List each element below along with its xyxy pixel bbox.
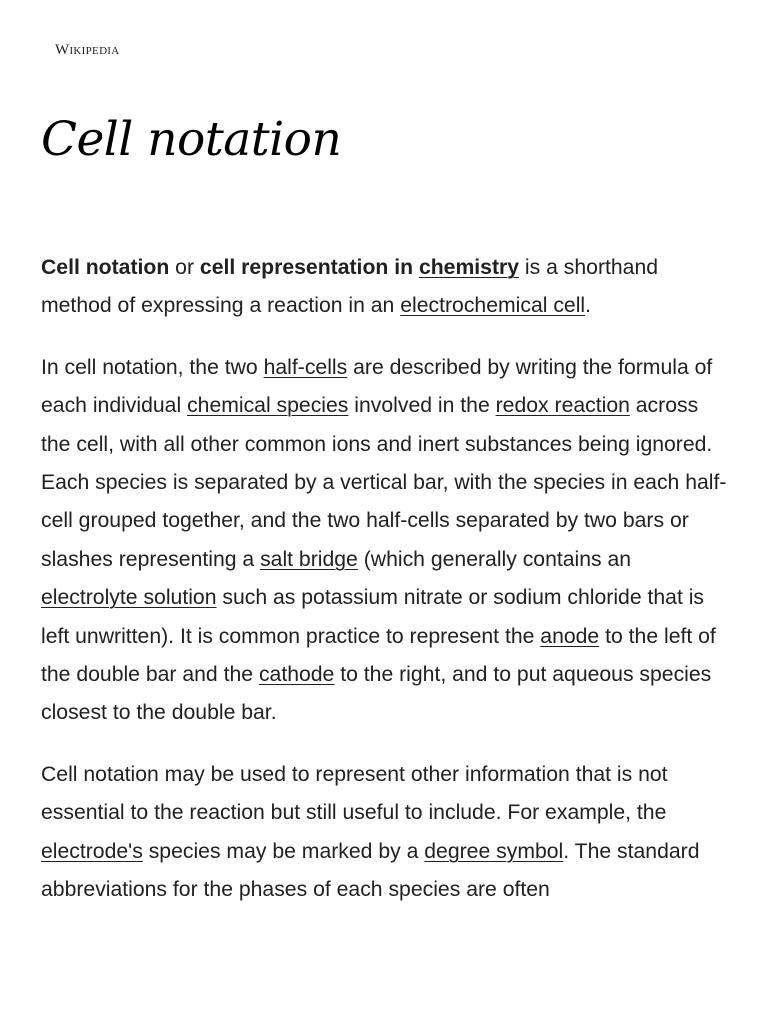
- link-half-cells[interactable]: half-cells: [263, 355, 348, 379]
- link-redox-reaction[interactable]: redox reaction: [495, 394, 630, 418]
- text-span: are described by writing the formula of each individual: [41, 355, 713, 418]
- wikipedia-wordmark[interactable]: Wikipedia: [55, 42, 120, 58]
- article-body: [41, 249, 733, 933]
- text-span: to the left of the double bar and the: [41, 624, 716, 687]
- paragraph-other-information: [41, 756, 733, 910]
- link-electrolyte-solution[interactable]: electrolyte solution: [41, 586, 217, 610]
- text-span: (which generally contains an: [357, 547, 632, 571]
- link-electrochemical-cell[interactable]: electrochemical cell: [400, 294, 586, 318]
- paragraph-half-cells: [41, 349, 733, 733]
- text-span: Cell notation may be used to represent other information that is not essential to the reaction but still useful to include. For example, the: [41, 762, 668, 825]
- text-span: involved in the: [348, 394, 496, 418]
- text-span: across the cell, with all other common ions and inert substances being ignored. Each species is separated by a vertical bar, with the species in each half-cell grouped together, and the two half-cells separated by two bars or slashes representing a: [41, 394, 727, 571]
- link-chemistry[interactable]: chemistry: [418, 256, 520, 279]
- link-electrodes[interactable]: electrode's: [41, 839, 143, 863]
- link-anode[interactable]: anode: [540, 624, 600, 648]
- text-span: species may be marked by a: [142, 839, 425, 863]
- text-span: or: [169, 256, 200, 279]
- bold-term-cell-notation: Cell notation: [41, 256, 170, 279]
- link-chemical-species[interactable]: chemical species: [187, 394, 349, 418]
- text-span: .: [585, 294, 591, 318]
- link-salt-bridge[interactable]: salt bridge: [260, 547, 358, 571]
- link-degree-symbol[interactable]: degree symbol: [424, 839, 564, 863]
- text-span: such as potassium nitrate or sodium chloride that is left unwritten). It is common practice to represent the: [41, 586, 705, 648]
- text-span: In cell notation, the two: [41, 355, 264, 379]
- paragraph-intro: [41, 249, 733, 326]
- text-span: . The standard abbreviations for the phases of each species are often: [41, 839, 700, 902]
- text-span: is a shorthand method of expressing a reaction in an: [41, 256, 659, 318]
- bold-term-cell-representation: cell representation in: [199, 256, 419, 279]
- text-span: to the right, and to put aqueous species closest to the double bar.: [41, 663, 712, 725]
- page-title: Cell notation: [41, 112, 342, 167]
- link-cathode[interactable]: cathode: [258, 663, 335, 687]
